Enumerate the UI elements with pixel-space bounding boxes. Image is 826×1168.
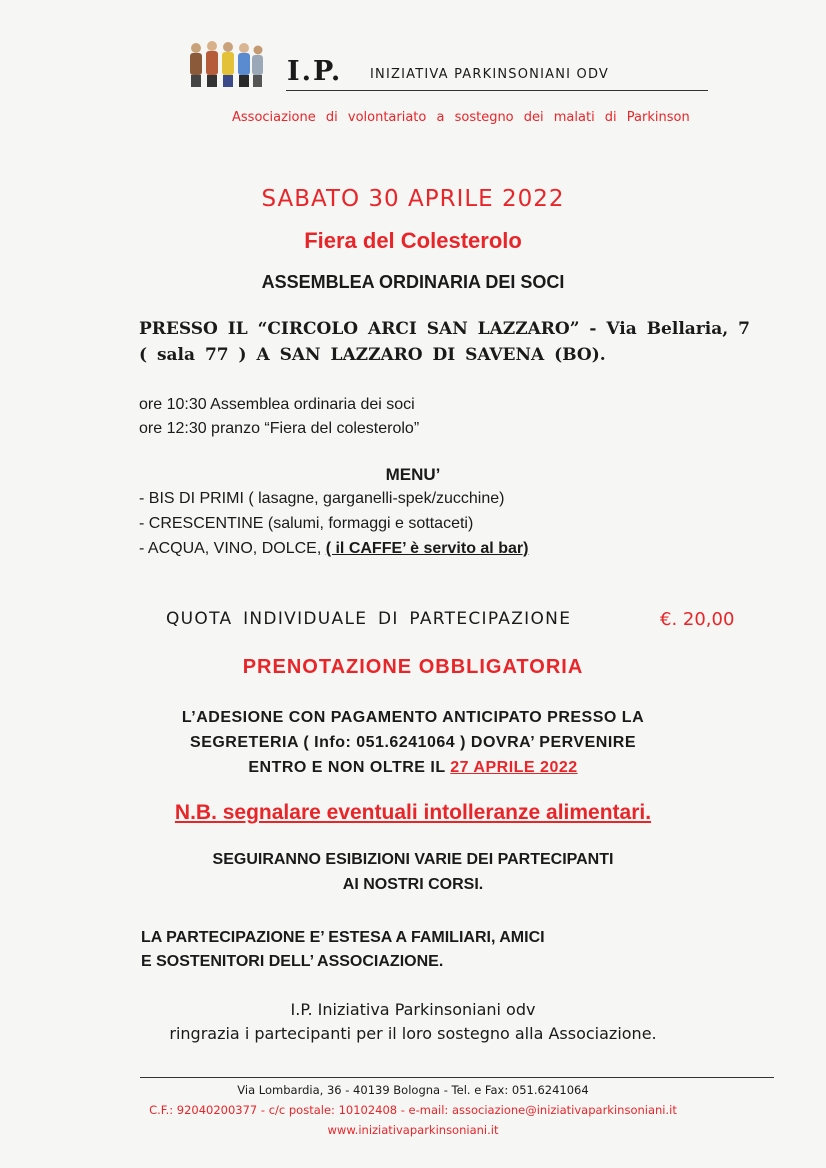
person-figure-3 (222, 42, 234, 87)
schedule-item: ore 12:30 pranzo “Fiera del colesterolo” (139, 420, 420, 437)
booking-required: PRENOTAZIONE OBBLIGATORIA (242, 656, 584, 678)
exhibitions-line-1: SEGUIRANNO ESIBIZIONI VARIE DEI PARTECIPANTI (212, 851, 614, 868)
person-figure-4 (238, 43, 250, 87)
thanks-line-2: ringrazia i partecipanti per il loro sostegno alla Associazione. (169, 1024, 657, 1043)
intolerance-note: N.B. segnalare eventuali intolleranze alimentari. (174, 801, 652, 824)
menu-title: MENU’ (385, 465, 441, 484)
person-figure-2 (206, 41, 218, 87)
menu-item (139, 540, 528, 558)
schedule-item: ore 10:30 Assemblea ordinaria dei soci (139, 396, 415, 413)
header-rule (286, 90, 708, 91)
thanks-line-1: I.P. Iniziativa Parkinsoniani odv (290, 1000, 536, 1019)
org-tagline: Associazione di volontariato a sostegno dei malati di Parkinson (232, 110, 690, 125)
footer-address: Via Lombardia, 36 - 40139 Bologna - Tel. e Fax: 051.6241064 (237, 1083, 589, 1097)
event-date: SABATO 30 APRILE 2022 (261, 186, 565, 212)
adhesion-line-3 (0, 759, 826, 777)
org-name: INIZIATIVA PARKINSONIANI ODV (370, 67, 610, 82)
adhesion-line-1: L’ADESIONE CON PAGAMENTO ANTICIPATO PRESSO LA (181, 709, 645, 726)
quota-label: QUOTA INDIVIDUALE DI PARTECIPAZIONE (166, 609, 572, 629)
adhesion-prefix: ENTRO E NON OLTRE IL (248, 759, 451, 776)
footer-website: www.iniziativaparkinsoniani.it (327, 1123, 499, 1137)
adhesion-line-2: SEGRETERIA ( Info: 051.6241064 ) DOVRA’ PERVENIRE (190, 734, 636, 751)
person-figure-5 (252, 46, 263, 88)
menu-coffee-note: ( il CAFFE’ è servito al bar) (325, 540, 529, 557)
participation-line-2: E SOSTENITORI DELL’ ASSOCIAZIONE. (141, 953, 444, 970)
venue-line-2: ( sala 77 ) A SAN LAZZARO DI SAVENA (BO). (139, 345, 606, 365)
deadline-date: 27 APRILE 2022 (450, 759, 578, 776)
participation-line-1: LA PARTECIPAZIONE E’ ESTESA A FAMILIARI, AMICI (141, 929, 545, 946)
menu-item: - CRESCENTINE (salumi, formaggi e sottaceti) (139, 515, 474, 532)
quota-value: €. 20,00 (660, 609, 735, 630)
event-subtitle: ASSEMBLEA ORDINARIA DEI SOCI (261, 272, 565, 292)
org-abbreviation: I.P. (287, 56, 343, 87)
people-group-logo (186, 38, 266, 88)
person-figure-1 (190, 43, 202, 87)
event-title: Fiera del Colesterolo (304, 228, 522, 253)
footer-codes: C.F.: 92040200377 - c/c postale: 10102408 - e-mail: associazione@iniziativaparkinsoniani.it (149, 1103, 677, 1117)
exhibitions-line-2: AI NOSTRI CORSI. (342, 876, 484, 893)
menu-item: - BIS DI PRIMI ( lasagne, garganelli-spek/zucchine) (139, 490, 505, 507)
venue-line-1: PRESSO IL “CIRCOLO ARCI SAN LAZZARO” - Via Bellaria, 7 (139, 319, 750, 339)
footer-rule (140, 1077, 774, 1078)
menu-item-text: - ACQUA, VINO, DOLCE, (139, 540, 326, 557)
